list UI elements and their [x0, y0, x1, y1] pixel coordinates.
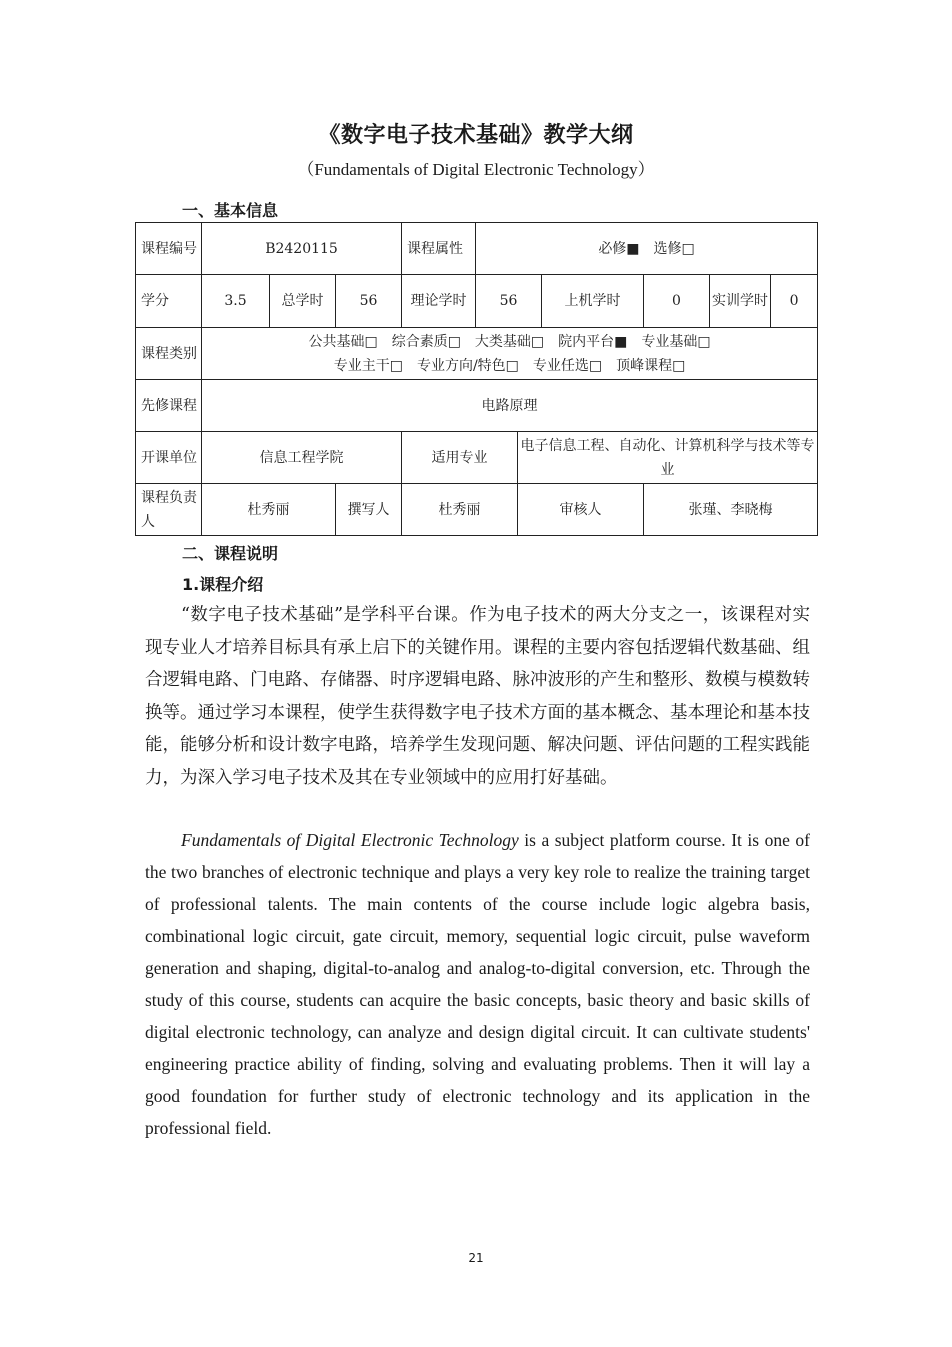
- course-code-label: 课程编号: [136, 223, 202, 275]
- computer-hours-label: 上机学时: [542, 275, 644, 328]
- basic-info-table: [135, 222, 818, 536]
- prereq-value: 电路原理: [202, 380, 818, 432]
- section-heading-course-desc: 二、课程说明: [182, 544, 279, 563]
- theory-hours-value: 56: [476, 275, 542, 328]
- reviewer-value: 张瑾、李晓梅: [644, 484, 818, 536]
- credit-value: 3.5: [202, 275, 270, 328]
- intro-paragraph-zh: [145, 599, 810, 794]
- table-row: [136, 432, 818, 484]
- prereq-label: 先修课程: [136, 380, 202, 432]
- course-type-line-2: 专业主干□ 专业方向/特色□ 专业任选□ 顶峰课程□: [333, 357, 686, 374]
- table-row: [136, 275, 818, 328]
- dept-label: 开课单位: [136, 432, 202, 484]
- leader-label: 课程负责人: [136, 484, 202, 536]
- major-value: 电子信息工程、自动化、计算机科学与技术等专业: [518, 432, 818, 484]
- document-title: 《数字电子技术基础》教学大纲: [318, 123, 634, 148]
- total-hours-label: 总学时: [270, 275, 336, 328]
- computer-hours-value: 0: [644, 275, 710, 328]
- table-row: [136, 380, 818, 432]
- reviewer-label: 审核人: [518, 484, 644, 536]
- document-subtitle: （Fundamentals of Digital Electronic Technology）: [297, 160, 655, 179]
- page-number: 21: [468, 1251, 484, 1265]
- training-hours-value: 0: [789, 293, 799, 309]
- intro-zh-text: “数字电子技术基础”是学科平台课。作为电子技术的两大分支之一，该课程对实现专业人才培养目标具有承上启下的关键作用。课程的主要内容包括逻辑代数基础、组合逻辑电路、门电路、存储器、时序逻辑电路、脉冲波形的产生和整形、数模与模数转换等。通过学习本课程，使学生获得数字电子技术方面的基本概念、基本理论和基本技能，能够分析和设计数字电路，培养学生发现问题、解决问题、评估问题的工程实践能力，为深入学习电子技术及其在专业领域中的应用打好基础。: [145, 605, 810, 788]
- training-hours-label: 实训学时: [710, 275, 771, 327]
- course-attr-label: 课程属性: [402, 223, 476, 275]
- table-row: [136, 223, 818, 275]
- course-type-value: [202, 328, 818, 380]
- table-row: [136, 484, 818, 536]
- credit-label: 学分: [136, 275, 202, 328]
- section-heading-basic-info: 一、基本信息: [182, 201, 279, 220]
- course-type-label: 课程类别: [136, 328, 202, 380]
- training-hours-cell: [710, 275, 818, 328]
- intro-paragraph-en: [145, 824, 810, 1144]
- intro-en-text: is a subject platform course. It is one of the two branches of electronic technique and plays a very key role to realize the training target of professional talents. The main contents of the course include logic algebra basis, combinational logic circuit, gate circuit, memory, sequential logic circuit, pulse waveform generation and shaping, digital-to-analog and analog-to-digital conversion, etc. Through the study of this course, students can acquire the basic concepts, basic theory and basic skills of digital electronic technology, can analyze and design digital circuit. It can cultivate students' engineering practice ability of finding, solving and evaluating problems. Then it will lay a good foundation for further study of electronic technology and its application in the professional field.: [145, 830, 810, 1138]
- course-name-italic: Fundamentals of Digital Electronic Technology: [181, 830, 519, 850]
- total-hours-value: 56: [336, 275, 402, 328]
- subsection-heading-intro: 1.课程介绍: [182, 575, 264, 594]
- course-code-value: B2420115: [202, 223, 402, 275]
- dept-value: 信息工程学院: [202, 432, 402, 484]
- course-type-line-1: 公共基础□ 综合素质□ 大类基础□ 院内平台■ 专业基础□: [308, 333, 711, 350]
- major-label: 适用专业: [402, 432, 518, 484]
- leader-value: 杜秀丽: [202, 484, 336, 536]
- theory-hours-label: 理论学时: [402, 275, 476, 328]
- course-attr-value: 必修■ 选修□: [476, 223, 818, 275]
- writer-value: 杜秀丽: [402, 484, 518, 536]
- writer-label: 撰写人: [336, 484, 402, 536]
- table-row: [136, 328, 818, 380]
